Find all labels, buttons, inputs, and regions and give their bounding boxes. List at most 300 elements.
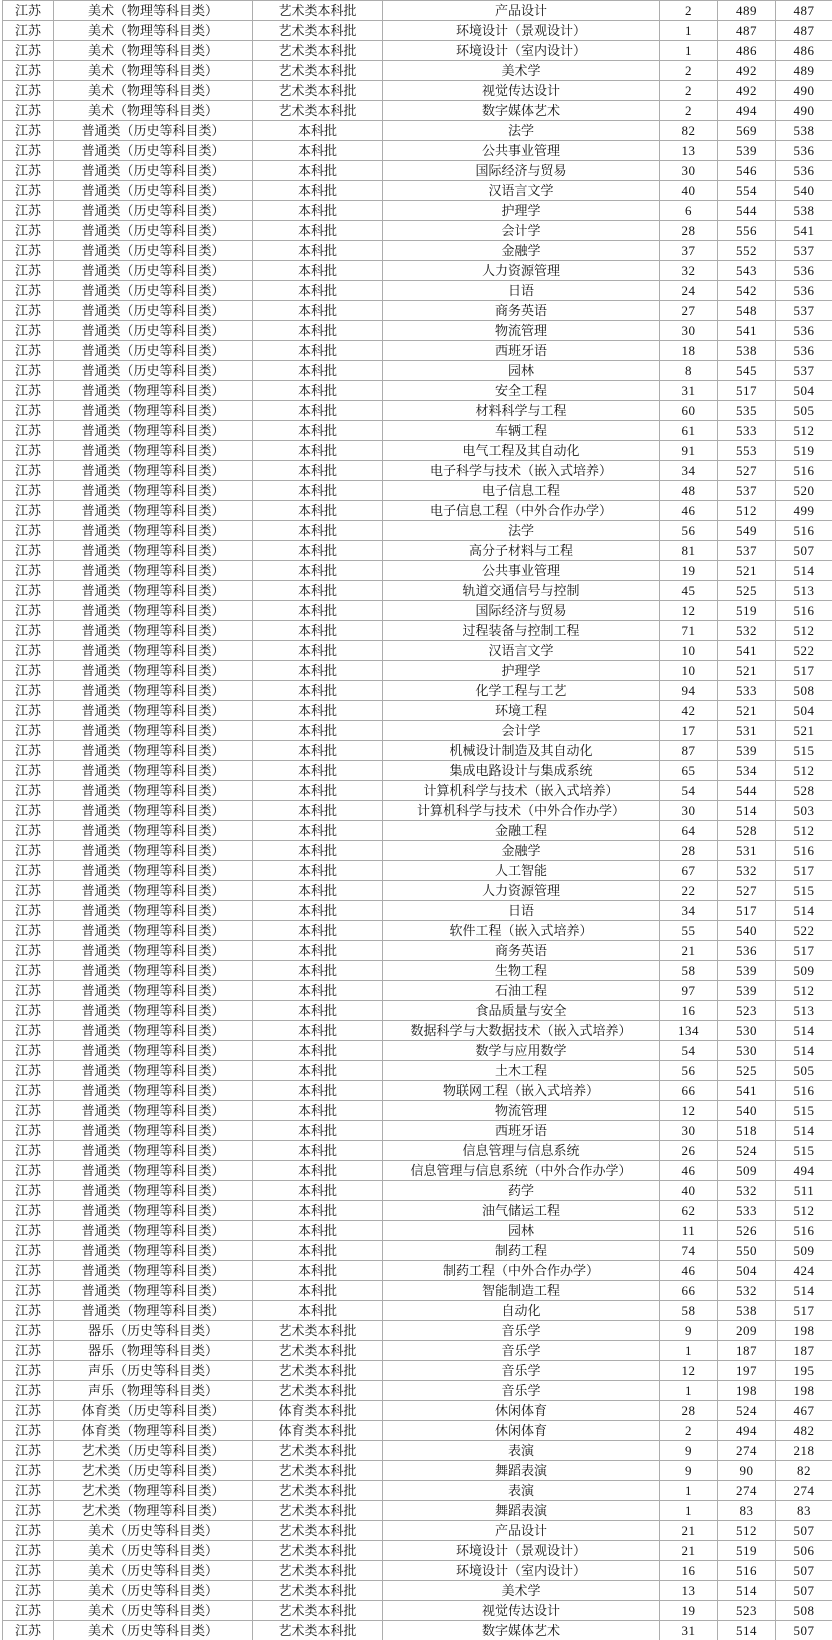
min-score-cell: 516 [776,521,832,541]
batch-cell: 本科批 [253,401,383,421]
table-row [3,521,832,541]
min-score-cell: 506 [776,1541,832,1561]
table-row [3,941,832,961]
max-score-cell: 536 [718,941,776,961]
max-score-cell: 545 [718,361,776,381]
major-cell: 人工智能 [383,861,660,881]
major-cell: 电子信息工程 [383,481,660,501]
max-score-cell: 504 [718,1261,776,1281]
max-score-cell: 542 [718,281,776,301]
table-row [3,1381,832,1401]
province-cell: 江苏 [3,1521,54,1541]
major-cell: 园林 [383,361,660,381]
count-cell: 28 [660,221,718,241]
batch-cell: 艺术类本科批 [253,1541,383,1561]
count-cell: 21 [660,941,718,961]
province-cell: 江苏 [3,381,54,401]
min-score-cell: 505 [776,401,832,421]
major-cell: 轨道交通信号与控制 [383,581,660,601]
major-cell: 智能制造工程 [383,1281,660,1301]
category-cell: 普通类（物理等科目类） [54,521,253,541]
major-cell: 金融工程 [383,821,660,841]
major-cell: 园林 [383,1221,660,1241]
count-cell: 22 [660,881,718,901]
major-cell: 音乐学 [383,1341,660,1361]
table-row [3,1001,832,1021]
min-score-cell: 537 [776,361,832,381]
table-row [3,461,832,481]
major-cell: 国际经济与贸易 [383,601,660,621]
count-cell: 26 [660,1141,718,1161]
count-cell: 60 [660,401,718,421]
min-score-cell: 504 [776,701,832,721]
max-score-cell: 532 [718,1181,776,1201]
count-cell: 1 [660,1481,718,1501]
province-cell: 江苏 [3,761,54,781]
category-cell: 普通类（物理等科目类） [54,801,253,821]
batch-cell: 艺术类本科批 [253,1501,383,1521]
max-score-cell: 187 [718,1341,776,1361]
province-cell: 江苏 [3,321,54,341]
count-cell: 2 [660,1,718,21]
max-score-cell: 527 [718,461,776,481]
table-row [3,881,832,901]
table-row [3,1121,832,1141]
count-cell: 8 [660,361,718,381]
max-score-cell: 512 [718,1521,776,1541]
count-cell: 13 [660,1581,718,1601]
batch-cell: 艺术类本科批 [253,21,383,41]
max-score-cell: 527 [718,881,776,901]
category-cell: 美术（历史等科目类） [54,1601,253,1621]
table-row [3,921,832,941]
batch-cell: 本科批 [253,1041,383,1061]
province-cell: 江苏 [3,661,54,681]
min-score-cell: 536 [776,321,832,341]
major-cell: 美术学 [383,61,660,81]
category-cell: 普通类（历史等科目类） [54,161,253,181]
category-cell: 器乐（历史等科目类） [54,1321,253,1341]
min-score-cell: 515 [776,741,832,761]
max-score-cell: 544 [718,781,776,801]
table-row [3,781,832,801]
category-cell: 普通类（物理等科目类） [54,1121,253,1141]
province-cell: 江苏 [3,61,54,81]
batch-cell: 本科批 [253,1081,383,1101]
min-score-cell: 487 [776,1,832,21]
province-cell: 江苏 [3,21,54,41]
count-cell: 64 [660,821,718,841]
table-row [3,21,832,41]
province-cell: 江苏 [3,1261,54,1281]
batch-cell: 本科批 [253,661,383,681]
province-cell: 江苏 [3,1121,54,1141]
province-cell: 江苏 [3,121,54,141]
province-cell: 江苏 [3,221,54,241]
major-cell: 信息管理与信息系统（中外合作办学） [383,1161,660,1181]
category-cell: 普通类（物理等科目类） [54,481,253,501]
max-score-cell: 521 [718,561,776,581]
category-cell: 普通类（物理等科目类） [54,781,253,801]
batch-cell: 艺术类本科批 [253,81,383,101]
province-cell: 江苏 [3,801,54,821]
province-cell: 江苏 [3,1321,54,1341]
table-row [3,1021,832,1041]
table-row [3,661,832,681]
province-cell: 江苏 [3,101,54,121]
province-cell: 江苏 [3,1081,54,1101]
batch-cell: 艺术类本科批 [253,101,383,121]
batch-cell: 本科批 [253,981,383,1001]
major-cell: 产品设计 [383,1,660,21]
min-score-cell: 516 [776,461,832,481]
min-score-cell: 515 [776,881,832,901]
max-score-cell: 197 [718,1361,776,1381]
province-cell: 江苏 [3,641,54,661]
count-cell: 94 [660,681,718,701]
category-cell: 器乐（物理等科目类） [54,1341,253,1361]
count-cell: 62 [660,1201,718,1221]
count-cell: 17 [660,721,718,741]
max-score-cell: 538 [718,341,776,361]
table-row [3,981,832,1001]
count-cell: 66 [660,1081,718,1101]
table-row [3,821,832,841]
category-cell: 普通类（物理等科目类） [54,1021,253,1041]
count-cell: 2 [660,81,718,101]
major-cell: 电子科学与技术（嵌入式培养） [383,461,660,481]
category-cell: 普通类（物理等科目类） [54,1041,253,1061]
major-cell: 休闲体育 [383,1401,660,1421]
batch-cell: 本科批 [253,561,383,581]
max-score-cell: 530 [718,1021,776,1041]
province-cell: 江苏 [3,961,54,981]
major-cell: 计算机科学与技术（中外合作办学） [383,801,660,821]
category-cell: 美术（物理等科目类） [54,41,253,61]
count-cell: 31 [660,1621,718,1640]
max-score-cell: 90 [718,1461,776,1481]
province-cell: 江苏 [3,141,54,161]
batch-cell: 本科批 [253,741,383,761]
count-cell: 19 [660,561,718,581]
batch-cell: 本科批 [253,1261,383,1281]
min-score-cell: 514 [776,1021,832,1041]
count-cell: 30 [660,321,718,341]
count-cell: 45 [660,581,718,601]
table-row [3,961,832,981]
table-row [3,361,832,381]
min-score-cell: 512 [776,821,832,841]
table-row [3,1601,832,1621]
min-score-cell: 516 [776,1081,832,1101]
count-cell: 46 [660,501,718,521]
major-cell: 护理学 [383,661,660,681]
major-cell: 石油工程 [383,981,660,1001]
batch-cell: 本科批 [253,1241,383,1261]
max-score-cell: 494 [718,101,776,121]
batch-cell: 体育类本科批 [253,1421,383,1441]
batch-cell: 艺术类本科批 [253,1621,383,1640]
batch-cell: 艺术类本科批 [253,1321,383,1341]
table-row [3,141,832,161]
province-cell: 江苏 [3,481,54,501]
score-table-body [3,1,832,1640]
province-cell: 江苏 [3,1441,54,1461]
table-row [3,1581,832,1601]
province-cell: 江苏 [3,1381,54,1401]
category-cell: 普通类（物理等科目类） [54,1001,253,1021]
province-cell: 江苏 [3,1,54,21]
table-row [3,421,832,441]
major-cell: 商务英语 [383,941,660,961]
batch-cell: 本科批 [253,781,383,801]
category-cell: 普通类（物理等科目类） [54,1221,253,1241]
min-score-cell: 218 [776,1441,832,1461]
table-row [3,1441,832,1461]
max-score-cell: 539 [718,961,776,981]
batch-cell: 本科批 [253,1301,383,1321]
count-cell: 87 [660,741,718,761]
batch-cell: 本科批 [253,381,383,401]
category-cell: 普通类（物理等科目类） [54,1141,253,1161]
min-score-cell: 512 [776,621,832,641]
min-score-cell: 198 [776,1321,832,1341]
table-row [3,341,832,361]
min-score-cell: 198 [776,1381,832,1401]
min-score-cell: 538 [776,121,832,141]
province-cell: 江苏 [3,501,54,521]
max-score-cell: 526 [718,1221,776,1241]
min-score-cell: 540 [776,181,832,201]
category-cell: 普通类（物理等科目类） [54,461,253,481]
admission-score-table [2,0,832,1640]
table-row [3,1501,832,1521]
category-cell: 普通类（物理等科目类） [54,1201,253,1221]
table-row [3,1461,832,1481]
batch-cell: 艺术类本科批 [253,1381,383,1401]
table-row [3,241,832,261]
category-cell: 艺术类（历史等科目类） [54,1461,253,1481]
count-cell: 65 [660,761,718,781]
batch-cell: 艺术类本科批 [253,41,383,61]
max-score-cell: 534 [718,761,776,781]
min-score-cell: 83 [776,1501,832,1521]
category-cell: 声乐（历史等科目类） [54,1361,253,1381]
batch-cell: 本科批 [253,961,383,981]
count-cell: 58 [660,961,718,981]
count-cell: 11 [660,1221,718,1241]
category-cell: 普通类（物理等科目类） [54,681,253,701]
province-cell: 江苏 [3,1161,54,1181]
table-row [3,41,832,61]
max-score-cell: 569 [718,121,776,141]
max-score-cell: 519 [718,601,776,621]
max-score-cell: 548 [718,301,776,321]
count-cell: 81 [660,541,718,561]
category-cell: 普通类（物理等科目类） [54,741,253,761]
max-score-cell: 525 [718,1061,776,1081]
min-score-cell: 538 [776,201,832,221]
table-row [3,321,832,341]
max-score-cell: 517 [718,901,776,921]
min-score-cell: 424 [776,1261,832,1281]
category-cell: 艺术类（物理等科目类） [54,1501,253,1521]
major-cell: 环境设计（景观设计） [383,21,660,41]
count-cell: 54 [660,781,718,801]
category-cell: 普通类（物理等科目类） [54,901,253,921]
batch-cell: 艺术类本科批 [253,1,383,21]
table-row [3,1421,832,1441]
min-score-cell: 514 [776,1121,832,1141]
table-row [3,1141,832,1161]
province-cell: 江苏 [3,841,54,861]
major-cell: 视觉传达设计 [383,81,660,101]
count-cell: 82 [660,121,718,141]
batch-cell: 本科批 [253,341,383,361]
major-cell: 汉语言文学 [383,641,660,661]
min-score-cell: 536 [776,261,832,281]
major-cell: 音乐学 [383,1381,660,1401]
batch-cell: 本科批 [253,641,383,661]
major-cell: 会计学 [383,721,660,741]
table-row [3,741,832,761]
max-score-cell: 83 [718,1501,776,1521]
major-cell: 药学 [383,1181,660,1201]
major-cell: 高分子材料与工程 [383,541,660,561]
category-cell: 美术（物理等科目类） [54,21,253,41]
max-score-cell: 531 [718,721,776,741]
table-row [3,561,832,581]
batch-cell: 本科批 [253,1141,383,1161]
category-cell: 普通类（物理等科目类） [54,1241,253,1261]
major-cell: 机械设计制造及其自动化 [383,741,660,761]
max-score-cell: 539 [718,981,776,1001]
count-cell: 97 [660,981,718,1001]
table-row [3,1521,832,1541]
batch-cell: 本科批 [253,721,383,741]
max-score-cell: 533 [718,421,776,441]
batch-cell: 本科批 [253,761,383,781]
min-score-cell: 195 [776,1361,832,1381]
min-score-cell: 274 [776,1481,832,1501]
max-score-cell: 486 [718,41,776,61]
province-cell: 江苏 [3,1581,54,1601]
category-cell: 普通类（历史等科目类） [54,241,253,261]
province-cell: 江苏 [3,461,54,481]
count-cell: 28 [660,841,718,861]
count-cell: 134 [660,1021,718,1041]
category-cell: 普通类（物理等科目类） [54,441,253,461]
min-score-cell: 528 [776,781,832,801]
category-cell: 普通类（历史等科目类） [54,341,253,361]
major-cell: 物联网工程（嵌入式培养） [383,1081,660,1101]
min-score-cell: 489 [776,61,832,81]
batch-cell: 艺术类本科批 [253,1341,383,1361]
batch-cell: 本科批 [253,141,383,161]
batch-cell: 艺术类本科批 [253,1521,383,1541]
major-cell: 西班牙语 [383,341,660,361]
min-score-cell: 503 [776,801,832,821]
category-cell: 普通类（物理等科目类） [54,581,253,601]
max-score-cell: 539 [718,741,776,761]
province-cell: 江苏 [3,701,54,721]
table-row [3,721,832,741]
major-cell: 数字媒体艺术 [383,1621,660,1640]
category-cell: 美术（物理等科目类） [54,81,253,101]
max-score-cell: 530 [718,1041,776,1061]
province-cell: 江苏 [3,1021,54,1041]
max-score-cell: 550 [718,1241,776,1261]
category-cell: 普通类（物理等科目类） [54,881,253,901]
count-cell: 56 [660,521,718,541]
category-cell: 普通类（物理等科目类） [54,601,253,621]
major-cell: 数学与应用数学 [383,1041,660,1061]
max-score-cell: 492 [718,61,776,81]
batch-cell: 本科批 [253,1161,383,1181]
major-cell: 环境设计（室内设计） [383,41,660,61]
province-cell: 江苏 [3,341,54,361]
count-cell: 66 [660,1281,718,1301]
count-cell: 10 [660,661,718,681]
province-cell: 江苏 [3,881,54,901]
max-score-cell: 524 [718,1141,776,1161]
batch-cell: 本科批 [253,581,383,601]
table-row [3,1061,832,1081]
batch-cell: 艺术类本科批 [253,1561,383,1581]
major-cell: 护理学 [383,201,660,221]
province-cell: 江苏 [3,81,54,101]
min-score-cell: 499 [776,501,832,521]
table-row [3,1041,832,1061]
table-row [3,901,832,921]
max-score-cell: 523 [718,1601,776,1621]
max-score-cell: 541 [718,321,776,341]
count-cell: 58 [660,1301,718,1321]
max-score-cell: 209 [718,1321,776,1341]
count-cell: 21 [660,1521,718,1541]
min-score-cell: 509 [776,1241,832,1261]
min-score-cell: 508 [776,1601,832,1621]
max-score-cell: 537 [718,481,776,501]
count-cell: 71 [660,621,718,641]
province-cell: 江苏 [3,1241,54,1261]
min-score-cell: 504 [776,381,832,401]
batch-cell: 本科批 [253,161,383,181]
category-cell: 美术（历史等科目类） [54,1581,253,1601]
major-cell: 信息管理与信息系统 [383,1141,660,1161]
province-cell: 江苏 [3,1601,54,1621]
max-score-cell: 509 [718,1161,776,1181]
max-score-cell: 537 [718,541,776,561]
count-cell: 46 [660,1261,718,1281]
min-score-cell: 507 [776,1561,832,1581]
count-cell: 67 [660,861,718,881]
min-score-cell: 187 [776,1341,832,1361]
major-cell: 过程装备与控制工程 [383,621,660,641]
category-cell: 普通类（历史等科目类） [54,361,253,381]
count-cell: 10 [660,641,718,661]
max-score-cell: 514 [718,801,776,821]
category-cell: 普通类（物理等科目类） [54,501,253,521]
batch-cell: 本科批 [253,521,383,541]
category-cell: 普通类（历史等科目类） [54,181,253,201]
category-cell: 普通类（历史等科目类） [54,221,253,241]
batch-cell: 本科批 [253,361,383,381]
batch-cell: 本科批 [253,1181,383,1201]
major-cell: 法学 [383,521,660,541]
min-score-cell: 514 [776,1281,832,1301]
batch-cell: 本科批 [253,181,383,201]
